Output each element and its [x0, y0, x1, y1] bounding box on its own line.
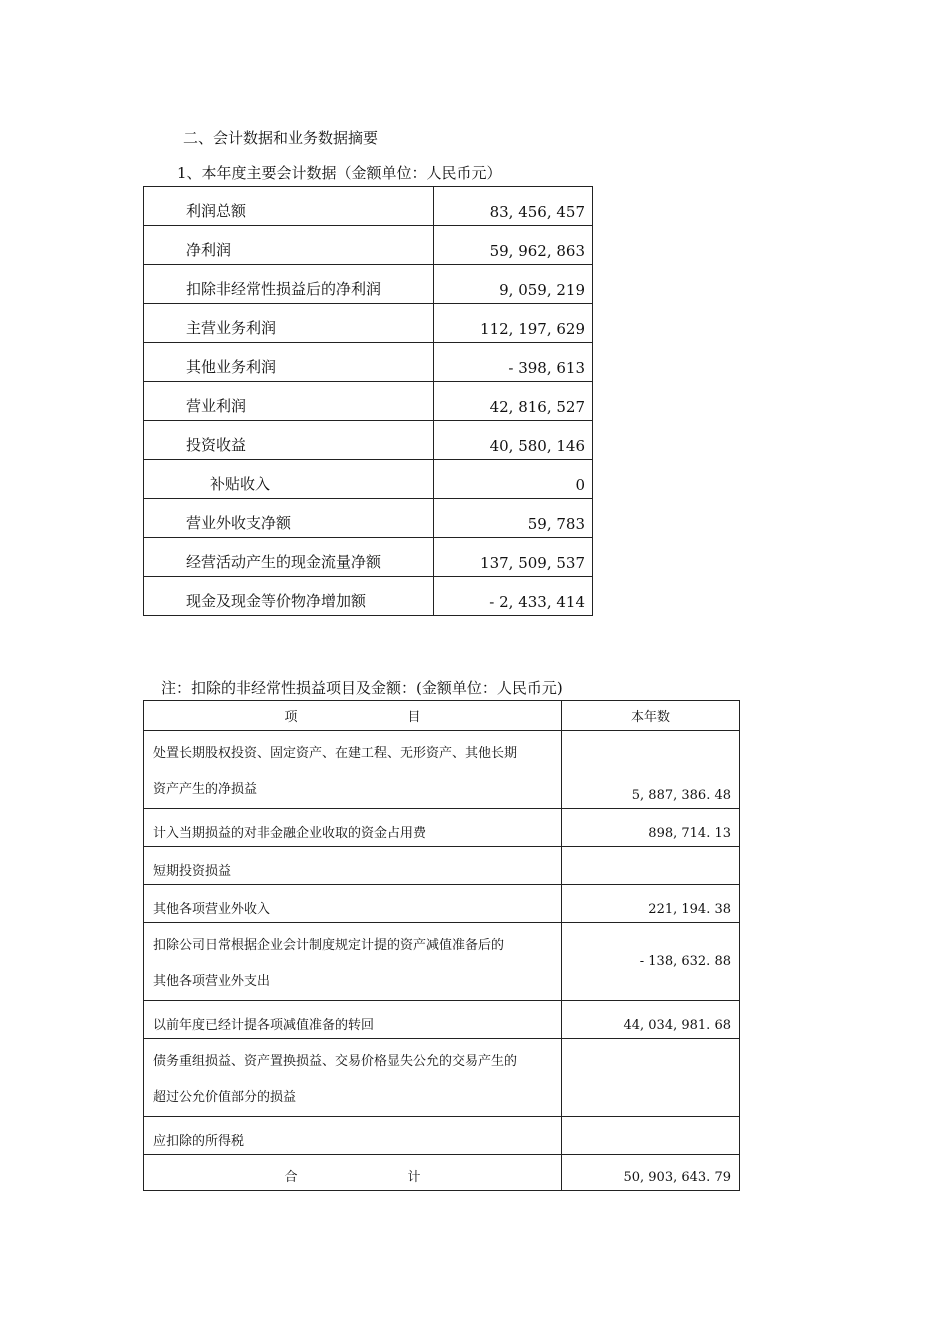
amount-cell [562, 847, 740, 885]
header-item [144, 701, 562, 731]
item-cell [144, 923, 562, 1001]
row-label: 投资收益 [144, 421, 434, 460]
table-row [144, 343, 593, 382]
row-label: 其他业务利润 [144, 343, 434, 382]
item-line-2: 超过公允价值部分的损益 [153, 1090, 297, 1105]
header-item-a: 项 [284, 710, 298, 725]
row-label: 净利润 [144, 226, 434, 265]
table-row [144, 923, 740, 1001]
table-row [144, 421, 593, 460]
total-label-a: 合 [284, 1170, 298, 1185]
section-heading: 二、会计数据和业务数据摘要 [183, 129, 379, 147]
row-label: 经营活动产生的现金流量净额 [144, 538, 434, 577]
amount-cell: 5, 887, 386. 48 [562, 731, 740, 809]
row-value: 42, 816, 527 [434, 382, 593, 421]
table-header [144, 701, 740, 731]
table-row [144, 1039, 740, 1117]
row-value: 59, 962, 863 [434, 226, 593, 265]
table-row [144, 265, 593, 304]
item-line-1: 处置长期股权投资、固定资产、在建工程、无形资产、其他长期 [153, 746, 518, 761]
item-cell: 以前年度已经计提各项减值准备的转回 [144, 1001, 562, 1039]
table-row [144, 538, 593, 577]
item-line-1: 债务重组损益、资产置换损益、交易价格显失公允的交易产生的 [153, 1054, 518, 1069]
row-value: 9, 059, 219 [434, 265, 593, 304]
note-caption: 注：扣除的非经常性损益项目及金额：(金额单位：人民币元) [161, 679, 563, 697]
amount-cell [562, 1039, 740, 1117]
total-row [144, 1155, 740, 1191]
amount-cell: 221, 194. 38 [562, 885, 740, 923]
table-row [144, 809, 740, 847]
table-row [144, 847, 740, 885]
row-label: 现金及现金等价物净增加额 [144, 577, 434, 616]
row-value: - 2, 433, 414 [434, 577, 593, 616]
row-label: 扣除非经常性损益后的净利润 [144, 265, 434, 304]
item-cell [144, 1039, 562, 1117]
table-row [144, 187, 593, 226]
amount-cell: - 138, 632. 88 [562, 923, 740, 1001]
table-row [144, 304, 593, 343]
table-row [144, 885, 740, 923]
row-value: 137, 509, 537 [434, 538, 593, 577]
item-cell [144, 731, 562, 809]
table-row [144, 1117, 740, 1155]
total-label-b: 计 [407, 1170, 421, 1185]
item-cell: 应扣除的所得税 [144, 1117, 562, 1155]
total-amount: 50, 903, 643. 79 [562, 1155, 740, 1191]
header-item-b: 目 [407, 710, 421, 725]
row-value: 0 [434, 460, 593, 499]
table-row [144, 1001, 740, 1039]
row-value: 83, 456, 457 [434, 187, 593, 226]
item-cell: 其他各项营业外收入 [144, 885, 562, 923]
amount-cell [562, 1117, 740, 1155]
item-line-1: 扣除公司日常根据企业会计制度规定计提的资产减值准备后的 [153, 938, 505, 953]
row-label: 主营业务利润 [144, 304, 434, 343]
row-label: 营业外收支净额 [144, 499, 434, 538]
item-line-2: 资产产生的净损益 [153, 782, 258, 797]
table-row [144, 382, 593, 421]
table-row [144, 499, 593, 538]
row-value: 112, 197, 629 [434, 304, 593, 343]
item-cell: 计入当期损益的对非金融企业收取的资金占用费 [144, 809, 562, 847]
non-recurring-items-table [143, 700, 740, 1191]
table-row [144, 731, 740, 809]
main-accounting-table [143, 186, 593, 616]
table-row [144, 577, 593, 616]
amount-cell: 44, 034, 981. 68 [562, 1001, 740, 1039]
table-row [144, 460, 593, 499]
row-value: 59, 783 [434, 499, 593, 538]
row-label: 营业利润 [144, 382, 434, 421]
table-row [144, 226, 593, 265]
total-label [144, 1155, 562, 1191]
amount-cell: 898, 714. 13 [562, 809, 740, 847]
row-label: 利润总额 [144, 187, 434, 226]
row-label: 补贴收入 [144, 460, 434, 499]
header-amount: 本年数 [562, 701, 740, 731]
item-line-2: 其他各项营业外支出 [153, 974, 271, 989]
item-cell: 短期投资损益 [144, 847, 562, 885]
main-table-caption: 1、本年度主要会计数据（金额单位：人民币元） [177, 164, 502, 182]
row-value: - 398, 613 [434, 343, 593, 382]
row-value: 40, 580, 146 [434, 421, 593, 460]
